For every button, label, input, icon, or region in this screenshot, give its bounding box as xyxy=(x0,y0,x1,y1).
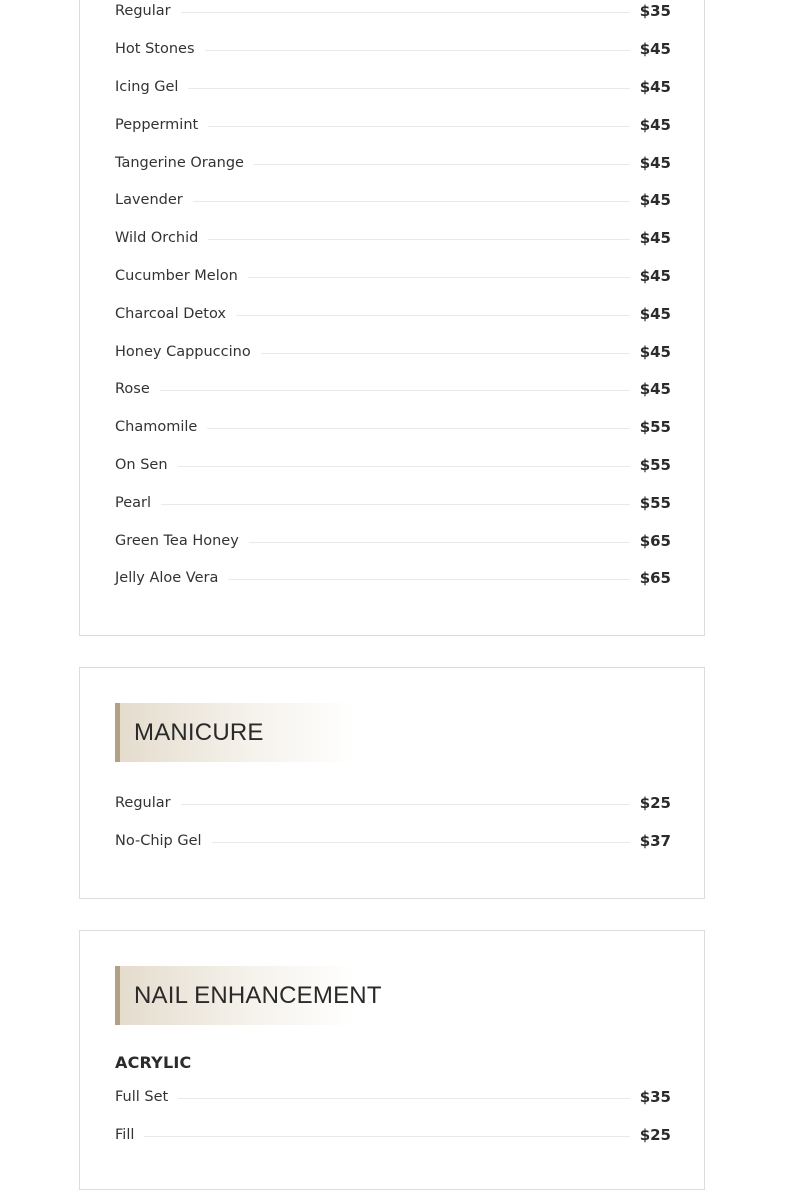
dotted-leader xyxy=(207,428,629,429)
menu-item-full-set xyxy=(115,1085,671,1109)
item-price: $45 xyxy=(639,380,671,398)
item-price: $65 xyxy=(639,532,671,550)
menu-item-honey-cappuccino xyxy=(115,340,671,364)
dotted-leader xyxy=(205,50,630,51)
subsection-title: ACRYLIC xyxy=(115,1053,192,1072)
item-name: Wild Orchid xyxy=(115,230,199,246)
dotted-leader xyxy=(236,315,630,316)
item-name: Lavender xyxy=(115,192,183,208)
dotted-leader xyxy=(144,1136,629,1137)
menu-item-icing-gel xyxy=(115,75,671,99)
item-price: $25 xyxy=(639,794,671,812)
section-title: NAIL ENHANCEMENT xyxy=(134,981,382,1009)
item-name: Pearl xyxy=(115,495,152,511)
dotted-leader xyxy=(160,390,630,391)
menu-item-peppermint xyxy=(115,113,671,137)
item-name: Chamomile xyxy=(115,419,198,435)
item-price: $25 xyxy=(639,1126,671,1144)
item-price: $45 xyxy=(639,305,671,323)
item-name: No-Chip Gel xyxy=(115,833,202,849)
item-price: $65 xyxy=(639,569,671,587)
menu-item-lavender xyxy=(115,188,671,212)
item-name: Hot Stones xyxy=(115,41,195,57)
item-name: Jelly Aloe Vera xyxy=(115,570,219,586)
menu-item-regular xyxy=(115,0,671,23)
dotted-leader xyxy=(261,353,630,354)
dotted-leader xyxy=(161,504,630,505)
dotted-leader xyxy=(208,126,629,127)
item-name: Green Tea Honey xyxy=(115,533,239,549)
item-price: $45 xyxy=(639,229,671,247)
item-price: $37 xyxy=(639,832,671,850)
menu-item-cucumber-melon xyxy=(115,264,671,288)
item-name: Charcoal Detox xyxy=(115,306,226,322)
dotted-leader xyxy=(248,277,630,278)
dotted-leader xyxy=(249,542,630,543)
item-price: $45 xyxy=(639,267,671,285)
item-price: $45 xyxy=(639,191,671,209)
dotted-leader xyxy=(212,842,630,843)
section-header xyxy=(115,966,382,1025)
pedicure-section-card xyxy=(79,0,705,636)
item-price: $55 xyxy=(639,418,671,436)
manicure-section-card xyxy=(79,667,705,899)
menu-item-no-chip-gel xyxy=(115,829,671,853)
dotted-leader xyxy=(178,1098,629,1099)
item-price: $55 xyxy=(639,456,671,474)
item-name: Honey Cappuccino xyxy=(115,344,251,360)
item-name: Fill xyxy=(115,1127,135,1143)
dotted-leader xyxy=(254,164,630,165)
dotted-leader xyxy=(181,804,630,805)
dotted-leader xyxy=(181,12,630,13)
item-price: $35 xyxy=(639,1088,671,1106)
item-price: $45 xyxy=(639,343,671,361)
menu-item-green-tea-honey xyxy=(115,529,671,553)
nail-enhancement-section-card xyxy=(79,930,705,1190)
dotted-leader xyxy=(228,579,629,580)
dotted-leader xyxy=(193,201,630,202)
item-price: $45 xyxy=(639,154,671,172)
item-name: Regular xyxy=(115,795,171,811)
item-name: Full Set xyxy=(115,1089,169,1105)
menu-item-hot-stones xyxy=(115,37,671,61)
menu-item-rose xyxy=(115,377,671,401)
menu-item-charcoal-detox xyxy=(115,302,671,326)
menu-item-wild-orchid xyxy=(115,226,671,250)
menu-item-regular xyxy=(115,791,671,815)
dotted-leader xyxy=(178,466,630,467)
menu-item-on-sen xyxy=(115,453,671,477)
item-name: Rose xyxy=(115,381,150,397)
item-name: Icing Gel xyxy=(115,79,179,95)
item-name: Peppermint xyxy=(115,117,199,133)
dotted-leader xyxy=(188,88,629,89)
item-name: Regular xyxy=(115,3,171,19)
section-header xyxy=(115,703,355,762)
section-title: MANICURE xyxy=(134,718,264,746)
menu-item-fill xyxy=(115,1123,671,1147)
menu-item-pearl xyxy=(115,491,671,515)
item-name: On Sen xyxy=(115,457,168,473)
item-price: $45 xyxy=(639,40,671,58)
menu-item-tangerine-orange xyxy=(115,151,671,175)
menu-item-jelly-aloe-vera xyxy=(115,566,671,590)
item-price: $35 xyxy=(639,2,671,20)
item-price: $45 xyxy=(639,116,671,134)
item-name: Tangerine Orange xyxy=(115,155,244,171)
item-price: $55 xyxy=(639,494,671,512)
item-price: $45 xyxy=(639,78,671,96)
item-name: Cucumber Melon xyxy=(115,268,238,284)
dotted-leader xyxy=(208,239,629,240)
menu-item-chamomile xyxy=(115,415,671,439)
